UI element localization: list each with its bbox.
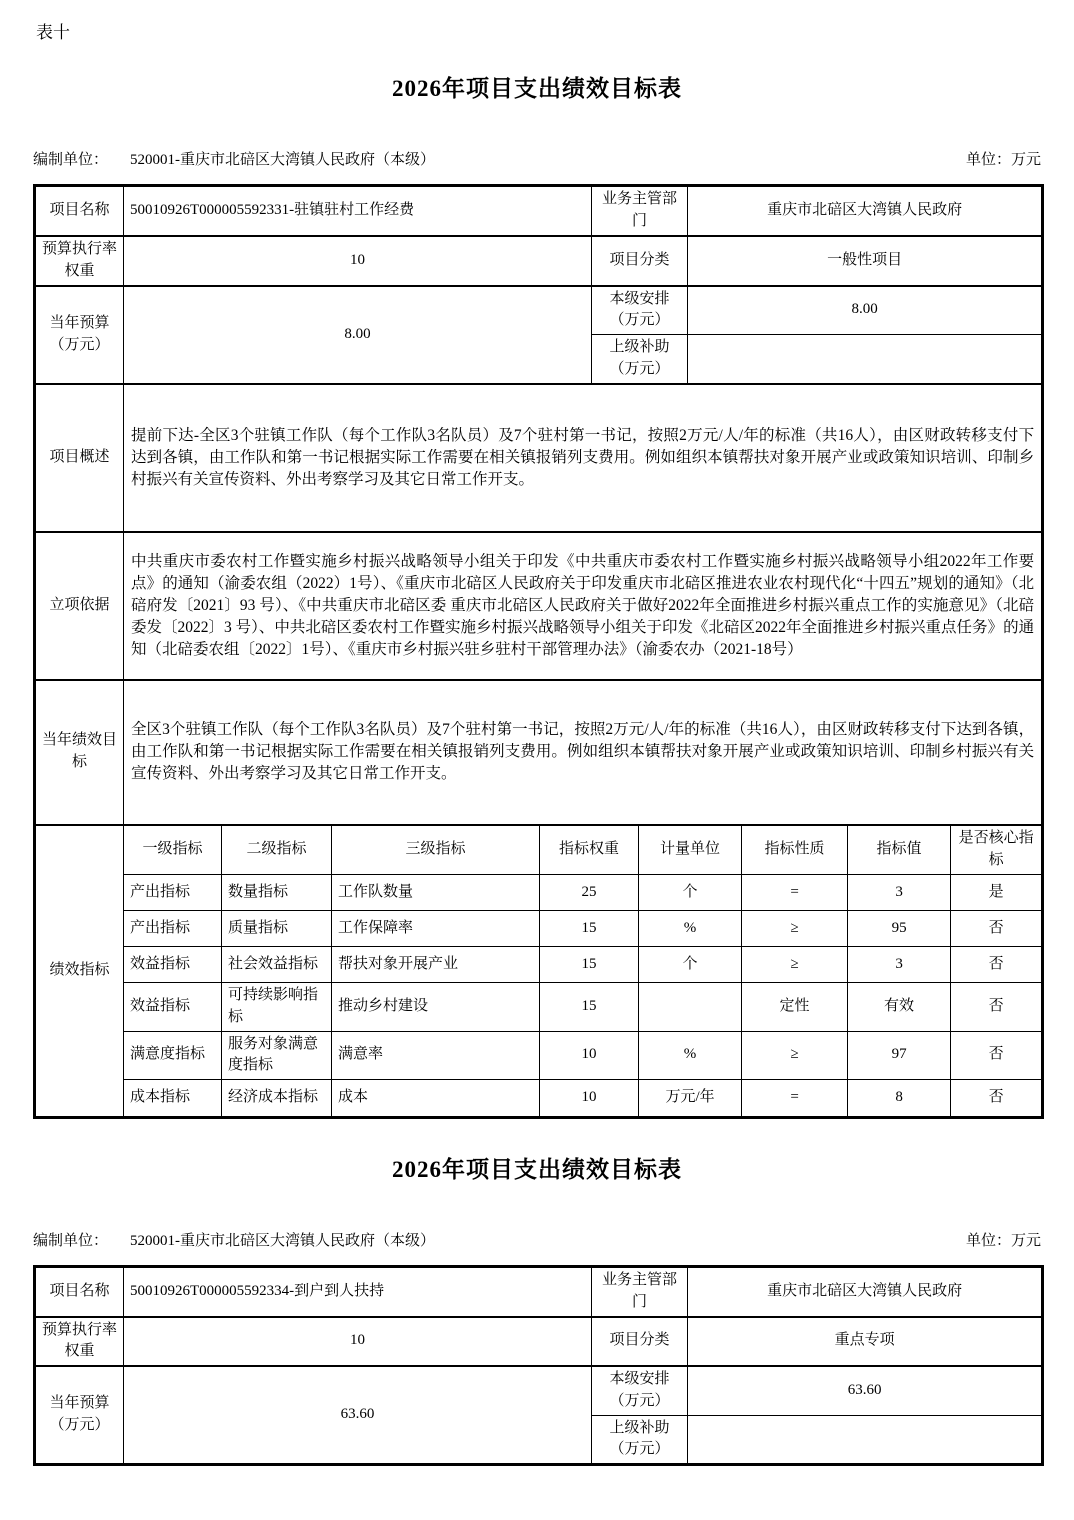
indicator-cell: 否 <box>951 1031 1043 1080</box>
budget-exec-weight-label: 预算执行率权重 <box>35 236 124 286</box>
indicator-cell: 否 <box>951 911 1043 947</box>
indicator-cell: 社会效益指标 <box>222 947 332 983</box>
indicator-cell: % <box>639 911 742 947</box>
project-overview-label: 项目概述 <box>35 384 124 532</box>
indicator-header-cell: 三级指标 <box>332 825 540 875</box>
indicator-row <box>35 911 1043 947</box>
indicator-header-cell: 指标性质 <box>742 825 848 875</box>
page-title: 2026年项目支出绩效目标表 <box>392 1157 682 1182</box>
indicator-cell: 工作保障率 <box>332 911 540 947</box>
project-info-table <box>33 1265 1044 1466</box>
meta-row <box>33 1229 1041 1250</box>
indicator-cell: 15 <box>540 947 639 983</box>
local-arrangement-label: 本级安排（万元） <box>592 286 688 335</box>
indicator-cell: 效益指标 <box>124 983 222 1032</box>
indicator-cell: 万元/年 <box>639 1080 742 1118</box>
indicator-cell <box>639 983 742 1032</box>
indicator-cell: 质量指标 <box>222 911 332 947</box>
annual-budget-value: 63.60 <box>124 1366 592 1465</box>
meta-row <box>33 148 1041 169</box>
project-overview-text: 提前下达-全区3个驻镇工作队（每个工作队3名队员）及7个驻村第一书记，按照2万元/人/年的标准（共16人），由区财政转移支付下达到各镇，由工作队和第一书记根据实际工作需要在相关镇报销列支费用。例如组织本镇帮扶对象开展产业或政策知识培训、印制乡村振兴有关宣传资料、外出考察学习及其它日常工作开支。 <box>124 384 1043 532</box>
superior-subsidy-label: 上级补助（万元） <box>592 1415 688 1465</box>
indicator-cell: 满意度指标 <box>124 1031 222 1080</box>
superior-subsidy-label: 上级补助（万元） <box>592 335 688 384</box>
indicator-cell: 推动乡村建设 <box>332 983 540 1032</box>
prepared-by <box>33 148 435 169</box>
indicator-cell: 可持续影响指标 <box>222 983 332 1032</box>
project-category-label: 项目分类 <box>592 236 688 286</box>
annual-target-text: 全区3个驻镇工作队（每个工作队3名队员）及7个驻村第一书记，按照2万元/人/年的标准（共16人），由区财政转移支付下达到各镇，由工作队和第一书记根据实际工作需要在相关镇报销列支费用。例如组织本镇帮扶对象开展产业或政策知识培训、印制乡村振兴有关宣传资料、外出考察学习及其它日常工作开支。 <box>124 680 1043 825</box>
superior-subsidy-value <box>688 335 1043 384</box>
budget-exec-weight-value: 10 <box>124 1317 592 1367</box>
indicator-cell: 95 <box>848 911 951 947</box>
indicator-row <box>35 875 1043 911</box>
dept-label: 业务主管部门 <box>592 1267 688 1317</box>
project-name-label: 项目名称 <box>35 186 124 236</box>
indicator-cell: 有效 <box>848 983 951 1032</box>
indicator-row <box>35 1031 1043 1080</box>
project-name-label: 项目名称 <box>35 1267 124 1317</box>
dept-value: 重庆市北碚区大湾镇人民政府 <box>688 186 1043 236</box>
indicator-cell: 否 <box>951 1080 1043 1118</box>
sheet-number: 表十 <box>36 23 70 42</box>
performance-indicators-label: 绩效指标 <box>35 825 124 1118</box>
prepared-by <box>33 1229 435 1250</box>
indicator-cell: = <box>742 1080 848 1118</box>
indicator-cell: 15 <box>540 911 639 947</box>
project-category-label: 项目分类 <box>592 1317 688 1367</box>
indicator-cell: ≥ <box>742 911 848 947</box>
indicator-cell: 是 <box>951 875 1043 911</box>
indicator-cell: 成本指标 <box>124 1080 222 1118</box>
indicator-row <box>35 947 1043 983</box>
indicator-cell: ≥ <box>742 1031 848 1080</box>
prepared-by-label: 编制单位： <box>33 152 109 168</box>
indicator-cell: 个 <box>639 875 742 911</box>
indicator-cell: 97 <box>848 1031 951 1080</box>
indicator-cell: 数量指标 <box>222 875 332 911</box>
indicator-row <box>35 1080 1043 1118</box>
superior-subsidy-value <box>688 1415 1043 1465</box>
indicator-cell: 否 <box>951 947 1043 983</box>
indicator-cell: 8 <box>848 1080 951 1118</box>
annual-budget-label: 当年预算（万元） <box>35 1366 124 1465</box>
indicator-cell: 10 <box>540 1031 639 1080</box>
indicator-header-cell: 指标权重 <box>540 825 639 875</box>
indicator-cell: 成本 <box>332 1080 540 1118</box>
indicator-cell: = <box>742 875 848 911</box>
indicator-cell: 3 <box>848 875 951 911</box>
indicator-cell: 25 <box>540 875 639 911</box>
indicator-cell: % <box>639 1031 742 1080</box>
page-title: 2026年项目支出绩效目标表 <box>392 76 682 101</box>
indicator-header-cell: 计量单位 <box>639 825 742 875</box>
indicator-cell: 满意率 <box>332 1031 540 1080</box>
unit-label: 单位：万元 <box>965 152 1041 168</box>
indicator-cell: 定性 <box>742 983 848 1032</box>
project-basis-label: 立项依据 <box>35 532 124 680</box>
project-name-value: 50010926T000005592331-驻镇驻村工作经费 <box>124 186 592 236</box>
indicator-cell: 3 <box>848 947 951 983</box>
prepared-by-value: 520001-重庆市北碚区大湾镇人民政府（本级） <box>130 1233 436 1249</box>
indicator-cell: 产出指标 <box>124 911 222 947</box>
indicator-header-cell: 是否核心指标 <box>951 825 1043 875</box>
project-category-value: 一般性项目 <box>688 236 1043 286</box>
indicator-cell: 帮扶对象开展产业 <box>332 947 540 983</box>
prepared-by-value: 520001-重庆市北碚区大湾镇人民政府（本级） <box>130 152 436 168</box>
indicator-cell: 10 <box>540 1080 639 1118</box>
annual-target-label: 当年绩效目标 <box>35 680 124 825</box>
annual-budget-value: 8.00 <box>124 286 592 384</box>
prepared-by-label: 编制单位： <box>33 1233 109 1249</box>
project-name-value: 50010926T000005592334-到户到人扶持 <box>124 1267 592 1317</box>
indicator-cell: 个 <box>639 947 742 983</box>
dept-value: 重庆市北碚区大湾镇人民政府 <box>688 1267 1043 1317</box>
indicator-header-cell: 指标值 <box>848 825 951 875</box>
dept-label: 业务主管部门 <box>592 186 688 236</box>
budget-exec-weight-value: 10 <box>124 236 592 286</box>
indicator-cell: 服务对象满意度指标 <box>222 1031 332 1080</box>
project-category-value: 重点专项 <box>688 1317 1043 1367</box>
budget-exec-weight-label: 预算执行率权重 <box>35 1317 124 1367</box>
indicator-cell: 工作队数量 <box>332 875 540 911</box>
unit-label: 单位：万元 <box>965 1233 1041 1249</box>
local-arrangement-value: 8.00 <box>688 286 1043 335</box>
indicator-cell: 15 <box>540 983 639 1032</box>
indicator-row <box>35 983 1043 1032</box>
indicator-header-cell: 一级指标 <box>124 825 222 875</box>
indicator-cell: 效益指标 <box>124 947 222 983</box>
local-arrangement-label: 本级安排（万元） <box>592 1366 688 1415</box>
indicator-cell: 经济成本指标 <box>222 1080 332 1118</box>
project-info-table <box>33 184 1044 1119</box>
indicator-cell: ≥ <box>742 947 848 983</box>
indicator-cell: 产出指标 <box>124 875 222 911</box>
local-arrangement-value: 63.60 <box>688 1366 1043 1415</box>
indicator-cell: 否 <box>951 983 1043 1032</box>
indicator-header-cell: 二级指标 <box>222 825 332 875</box>
project-basis-text: 中共重庆市委农村工作暨实施乡村振兴战略领导小组关于印发《中共重庆市委农村工作暨实施乡村振兴战略领导小组2022年工作要点》的通知（渝委农组（2022）1号）、《重庆市北碚区人民政府关于印发重庆市北碚区推进农业农村现代化“十四五”规划的通知》（北碚府发〔2021〕93 号）、《中共重庆市北碚区委 重庆市北碚区人民政府关于做好2022年全面推进乡村振兴重点工作的实施意见》（北碚委发〔2022〕3 号）、中共北碚区委农村工作暨实施乡村振兴战略领导小组关于印发《北碚区2022年全面推进乡村振兴重点任务》的通知（北碚委农组〔2022〕1号）、《重庆市乡村振兴驻乡驻村干部管理办法》（渝委农办（2021-18号） <box>124 532 1043 680</box>
annual-budget-label: 当年预算（万元） <box>35 286 124 384</box>
